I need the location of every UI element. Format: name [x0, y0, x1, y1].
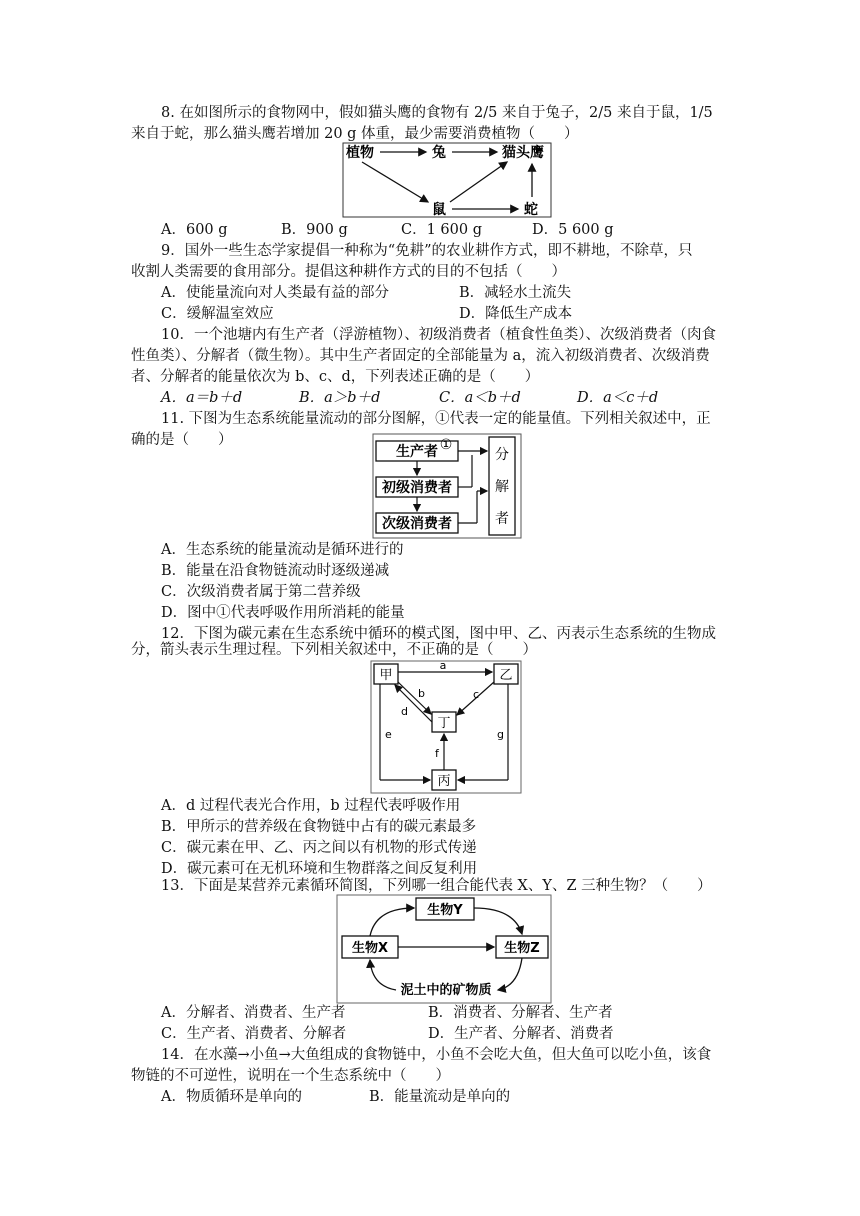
q13-option-c[interactable]: C．生产者、消费者、分解者: [161, 1026, 347, 1042]
decomposer-char-1: 分: [495, 447, 509, 463]
q11-stem-line-2: 确的是（ ）: [131, 432, 233, 448]
jia-label: 甲: [379, 668, 393, 683]
q13-nutrient-cycle-figure: [336, 894, 552, 1004]
q10-option-d[interactable]: D．a＜c＋d: [577, 390, 659, 406]
q10-stem-line-2: 性鱼类）、分解者（微生物）。其中生产者固定的全部能量为 a，流入初级消费者、次级消费: [131, 348, 710, 364]
organism-x-label: 生物X: [351, 941, 389, 956]
snake-label: 蛇: [524, 202, 538, 218]
q12-option-d[interactable]: D．碳元素可在无机环境和生物群落之间反复利用: [161, 861, 478, 877]
producer-label: 生产者: [396, 444, 438, 460]
ding-label: 丁: [437, 716, 451, 731]
arrow-b-label: b: [418, 687, 425, 700]
secondary-consumer-label: 次级消费者: [382, 516, 452, 532]
q8-food-web-figure: [342, 142, 552, 218]
q10-stem-line-3: 者、分解者的能量依次为 b、c、d，下列表述正确的是（ ）: [131, 369, 540, 385]
arrow-a-label: a: [439, 660, 447, 672]
q8-stem-line-2: 来自于蛇，那么猫头鹰若增加 20 g 体重，最少需要消费植物（ ）: [131, 126, 579, 142]
q11-option-d[interactable]: D．图中①代表呼吸作用所消耗的能量: [161, 605, 405, 621]
q8-option-b[interactable]: B．900 g: [281, 222, 348, 238]
q9-option-d[interactable]: D．降低生产成本: [459, 306, 573, 322]
owl-label: 猫头鹰: [502, 145, 544, 161]
decomposer-char-3: 者: [495, 511, 509, 527]
q14-option-b[interactable]: B．能量流动是单向的: [369, 1089, 511, 1105]
arrow-g-label: g: [497, 728, 504, 741]
plant-label: 植物: [346, 145, 374, 161]
q12-carbon-cycle-figure: [370, 660, 522, 794]
q14-option-a[interactable]: A．物质循环是单向的: [161, 1089, 302, 1105]
soil-minerals-label: 泥土中的矿物质: [400, 983, 492, 998]
arrow-c-label: c: [473, 688, 480, 701]
primary-consumer-label: 初级消费者: [382, 480, 452, 496]
arrow-d-label: d: [401, 705, 408, 718]
q14-stem-line-2: 物链的不可逆性，说明在一个生态系统中（ ）: [131, 1068, 450, 1084]
q13-option-d[interactable]: D．生产者、分解者、消费者: [428, 1026, 614, 1042]
rabbit-label: 兔: [432, 145, 446, 161]
q12-option-c[interactable]: C．碳元素在甲、乙、丙之间以有机物的形式传递: [161, 840, 477, 856]
q10-stem-line-1: 10．一个池塘内有生产者（浮游植物）、初级消费者（植食性鱼类）、次级消费者（肉食: [161, 327, 716, 343]
q14-stem-line-1: 14．在水藻→小鱼→大鱼组成的食物链中，小鱼不会吃大鱼，但大鱼可以吃小鱼，该食: [161, 1047, 712, 1063]
q9-stem-line-1: 9．国外一些生态学家提倡一种称为“免耕”的农业耕作方式，即不耕地，不除草，只: [161, 243, 693, 259]
q13-stem-line-1: 13．下面是某营养元素循环简图，下列哪一组合能代表 X、Y、Z 三种生物？（ ）: [161, 878, 712, 894]
mouse-label: 鼠: [432, 202, 446, 218]
q12-stem-line-2: 分，箭头表示生理过程。下列相关叙述中，不正确的是（ ）: [131, 642, 537, 658]
bing-label: 丙: [437, 774, 451, 789]
q12-option-a[interactable]: A．d 过程代表光合作用，b 过程代表呼吸作用: [161, 798, 461, 814]
q8-option-a[interactable]: A．600 g: [161, 222, 228, 238]
q9-option-c[interactable]: C．缓解温室效应: [161, 306, 274, 322]
q11-energy-flow-figure: [372, 433, 522, 539]
q10-option-a[interactable]: A．a＝b＋d: [161, 390, 243, 406]
q11-option-b[interactable]: B．能量在沿食物链流动时逐级递减: [161, 563, 390, 579]
organism-y-label: 生物Y: [427, 903, 463, 918]
q11-option-c[interactable]: C．次级消费者属于第二营养级: [161, 584, 361, 600]
q12-option-b[interactable]: B．甲所示的营养级在食物链中占有的碳元素最多: [161, 819, 477, 835]
q13-option-b[interactable]: B．消费者、分解者、生产者: [428, 1005, 613, 1021]
organism-z-label: 生物Z: [504, 941, 540, 956]
q9-stem-line-2: 收割人类需要的食用部分。提倡这种耕作方式的目的不包括（ ）: [131, 264, 566, 280]
q8-stem-line-1: 8. 在如图所示的食物网中，假如猫头鹰的食物有 2/5 来自于兔子，2/5 来自于鼠，1/5: [161, 105, 713, 121]
q10-option-b[interactable]: B．a＞b＋d: [299, 390, 381, 406]
q9-option-a[interactable]: A．使能量流向对人类最有益的部分: [161, 285, 389, 301]
q9-option-b[interactable]: B．减轻水土流失: [459, 285, 572, 301]
q10-option-c[interactable]: C．a＜b＋d: [439, 390, 521, 406]
arrow-e-label: e: [385, 728, 392, 741]
q11-stem-line-1: 11. 下图为生态系统能量流动的部分图解，①代表一定的能量值。下列相关叙述中，正: [161, 411, 711, 427]
arrow-f-label: f: [435, 747, 439, 760]
yi-label: 乙: [499, 668, 513, 683]
q11-option-a[interactable]: A．生态系统的能量流动是循环进行的: [161, 542, 404, 558]
q12-stem-line-1: 12．下图为碳元素在生态系统中循环的模式图，图中甲、乙、丙表示生态系统的生物成: [161, 626, 716, 642]
q8-option-c[interactable]: C．1 600 g: [401, 222, 482, 238]
q8-option-d[interactable]: D．5 600 g: [532, 222, 614, 238]
decomposer-char-2: 解: [495, 479, 509, 495]
circle-one-label: ①: [439, 437, 453, 453]
q13-option-a[interactable]: A．分解者、消费者、生产者: [161, 1005, 346, 1021]
